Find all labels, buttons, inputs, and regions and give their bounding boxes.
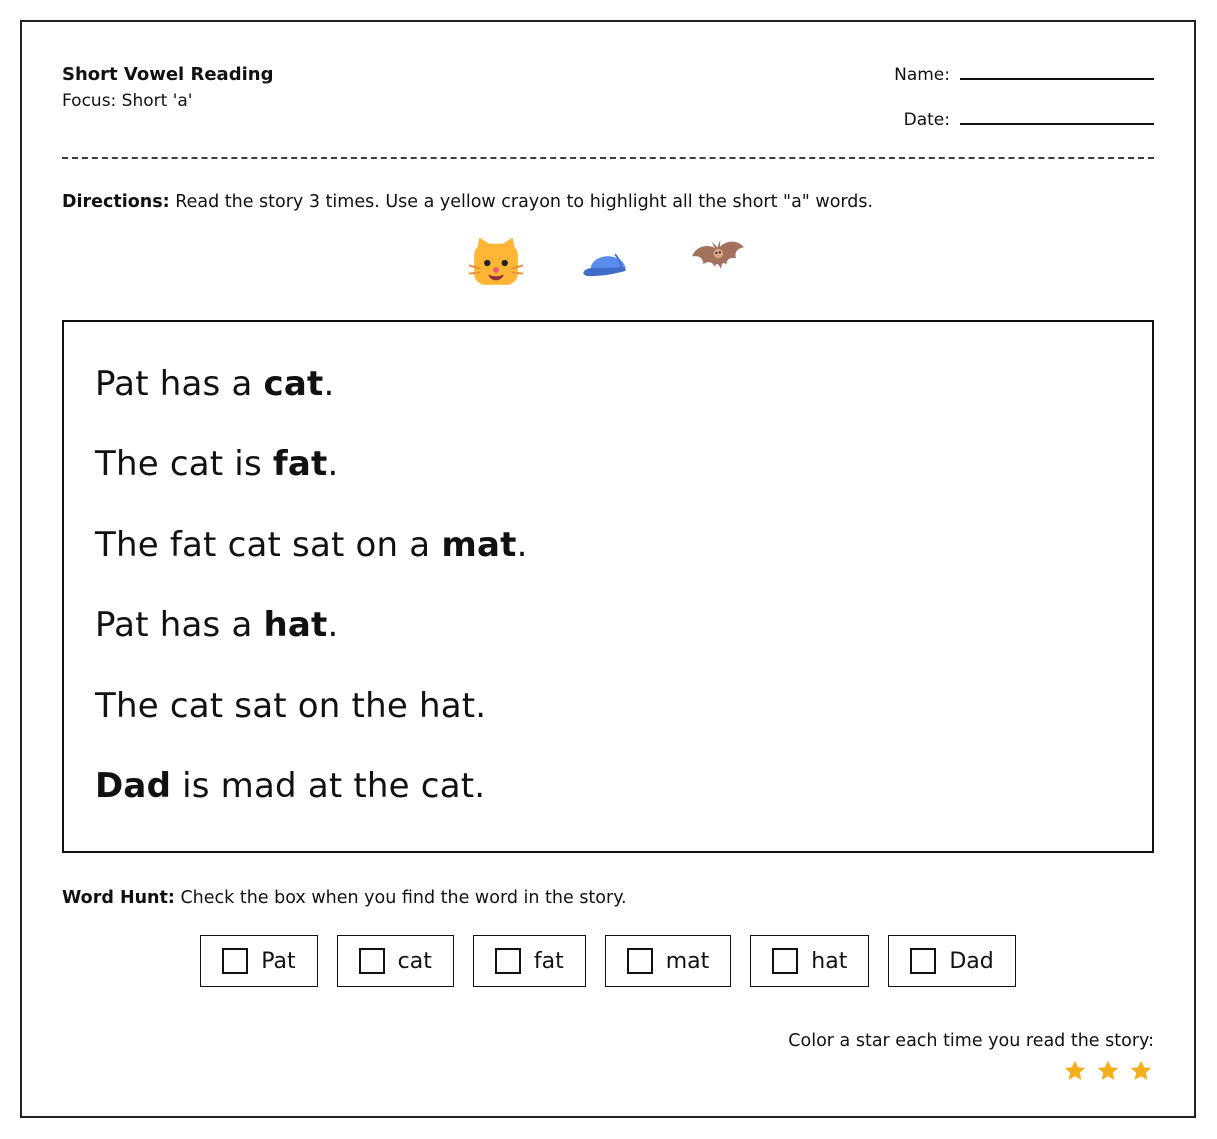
word-label: Pat: [261, 948, 296, 974]
word-item-fat: [473, 935, 586, 987]
word-item-dad: [888, 935, 1015, 987]
word-label: mat: [665, 948, 710, 974]
story-box: [62, 320, 1154, 853]
billed-cap-icon: [580, 235, 636, 291]
story-line: The cat sat on the hat.: [95, 685, 487, 726]
word-label: cat: [397, 948, 432, 974]
name-row: [894, 64, 1154, 85]
story-line: The fat cat sat on a mat.: [95, 524, 528, 565]
bat-icon: [688, 231, 753, 296]
checkbox-cat[interactable]: [359, 948, 385, 974]
star-icon[interactable]: [1097, 1059, 1119, 1081]
checkbox-dad[interactable]: [910, 948, 936, 974]
page-subtitle: Focus: Short 'a': [62, 90, 193, 111]
word-label: hat: [811, 948, 848, 974]
word-label: Dad: [949, 948, 994, 974]
story-icons-row: [62, 235, 1154, 291]
word-hunt-heading: [62, 888, 1154, 908]
worksheet-page: [20, 20, 1196, 1118]
name-label: Name:: [894, 65, 950, 85]
stars-row: [62, 1059, 1154, 1081]
name-write-line[interactable]: [960, 64, 1154, 80]
word-hunt-text: Check the box when you find the word in the story.: [174, 888, 627, 908]
star-icon[interactable]: [1130, 1059, 1152, 1081]
directions: [62, 192, 1154, 212]
directions-label: Directions:: [62, 192, 170, 212]
story-line: Pat has a cat.: [95, 364, 335, 404]
header: [62, 64, 1154, 130]
story-line: Dad is mad at the cat.: [95, 765, 486, 806]
checkbox-pat[interactable]: [222, 948, 248, 974]
word-hunt-label: Word Hunt:: [62, 888, 175, 908]
stars-label: Color a star each time you read the story:: [788, 1031, 1154, 1051]
word-item-hat: [750, 935, 869, 987]
page-title: Short Vowel Reading: [62, 64, 274, 85]
word-hunt-row: [62, 935, 1154, 987]
checkbox-hat[interactable]: [772, 948, 798, 974]
story-line: The cat is fat.: [95, 444, 339, 485]
word-item-mat: [605, 935, 732, 987]
checkbox-fat[interactable]: [495, 948, 521, 974]
word-item-cat: [337, 935, 454, 987]
checkbox-mat[interactable]: [627, 948, 653, 974]
date-write-line[interactable]: [960, 109, 1154, 125]
name-date-block: [894, 64, 1154, 130]
dashed-divider: [62, 157, 1154, 159]
cat-face-icon: [468, 235, 524, 291]
story-line: Pat has a hat.: [95, 605, 339, 646]
star-icon[interactable]: [1064, 1059, 1086, 1081]
directions-text: Read the story 3 times. Use a yellow crayon to highlight all the short "a" words.: [169, 192, 874, 212]
word-item-pat: [200, 935, 317, 987]
date-label: Date:: [903, 110, 950, 130]
title-block: [62, 64, 273, 111]
word-label: fat: [533, 948, 564, 974]
date-row: [894, 109, 1154, 130]
